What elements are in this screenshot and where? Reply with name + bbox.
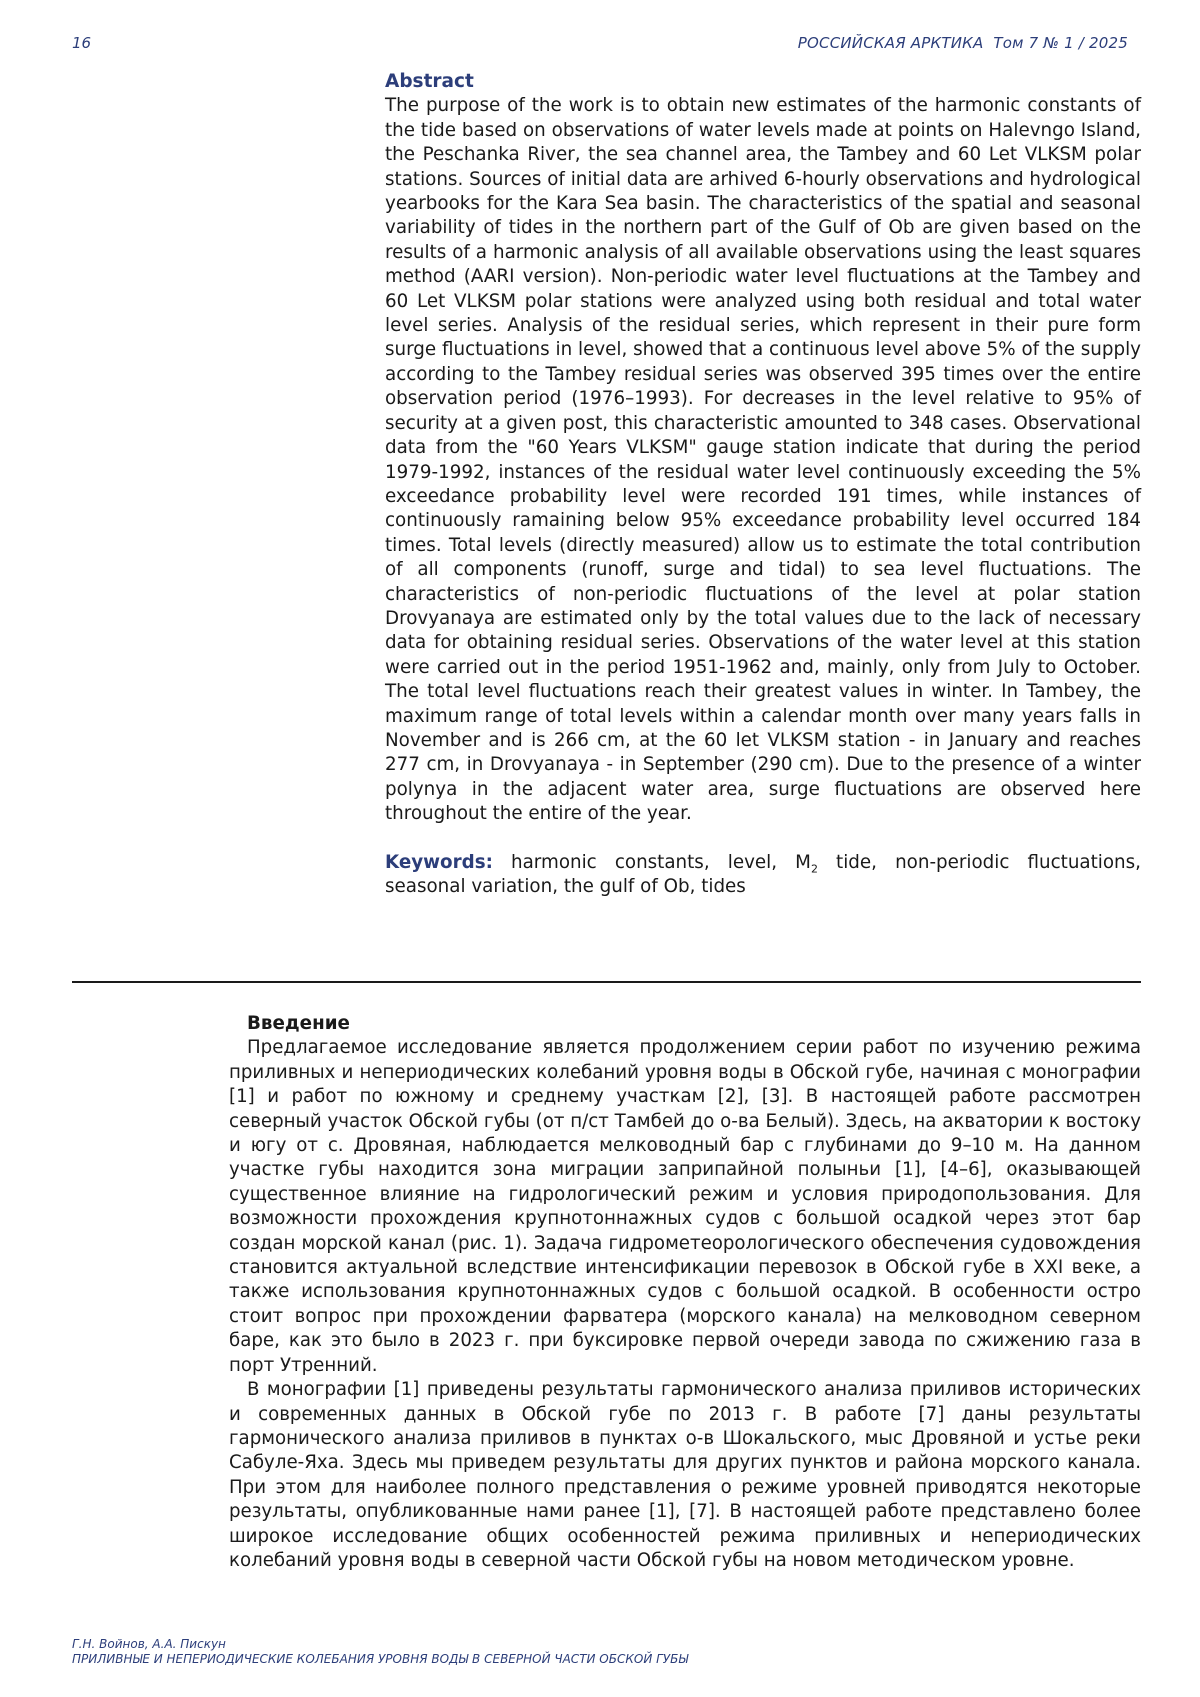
keywords-label: Keywords: — [385, 851, 493, 873]
page-number: 16 — [72, 34, 92, 52]
keywords-text-end: tide, non-periodic fluctuations, seasonal variation, the gulf of Ob, tides — [385, 851, 1147, 897]
footer-authors: Г.Н. Войнов, А.А. Пискун — [72, 1637, 226, 1651]
journal-title: РОССИЙСКАЯ АРКТИКА Том 7 № 1 / 2025 — [797, 34, 1128, 52]
introduction-paragraph-1: Предлагаемое исследование является продолжением серии работ по изучению режима приливных и непериодических колебаний уровня воды в Обской губе, начиная с монографии [1] и работ по южному и среднему участкам [2], [3]. В настоящей работе рассмотрен северный участок Обской губы (от п/ст Тамбей до о-ва Белый). Здесь, на акватории к востоку и югу от с. Дровяная, наблюдается мелководный бар с глубинами до 9–10 м. На данном участке губы находится зона миграции заприпайной полыньи [1], [4–6], оказывающей существенное влияние на гидрологический режим и условия природопользования. Для возможности прохождения крупнотоннажных судов с большой осадкой через этот бар создан морской канал (рис. 1). Задача гидрометеорологического обеспечения судовождения становится актуальной вследствие интенсификации перевозок в Обской губе в XXI веке, а также использования крупнотоннажных судов с большой осадкой. В особенности остро стоит вопрос при прохождении фарватера (морского канала) на мелководном северном баре, как это было в 2023 г. при буксировке первой очереди завода по сжижению газа в порт Утренний. — [229, 1037, 1141, 1376]
keywords-subscript: 2 — [810, 862, 818, 876]
abstract-heading: Abstract — [385, 71, 474, 92]
footer-article-title: ПРИЛИВНЫЕ И НЕПЕРИОДИЧЕСКИЕ КОЛЕБАНИЯ УРОВНЯ ВОДЫ В СЕВЕРНОЙ ЧАСТИ ОБСКОЙ ГУБЫ — [72, 1652, 689, 1666]
introduction-section — [229, 1012, 1141, 1573]
keywords — [385, 851, 1147, 900]
abstract-section — [385, 70, 1147, 899]
section-divider — [72, 981, 1141, 983]
page-footer — [72, 1637, 688, 1667]
running-header — [72, 34, 1128, 58]
abstract-body: The purpose of the work is to obtain new estimates of the harmonic constants of the tide based on observations of water levels made at points on Halevngo Island, the Peschanka River, the sea channel area, the Tambey and 60 Let VLKSM polar stations. Sources of initial data are arhived 6-hourly observations and hydrological yearbooks for the Kara Sea basin. The characteristics of the spatial and seasonal variability of tides in the northern part of the Gulf of Ob are given based on the results of a harmonic analysis of all available observations using the least squares method (AARI version). Non-periodic water level fluctuations at the Tambey and 60 Let VLKSM polar stations were analyzed using both residual and total water level series. Analysis of the residual series, which represent in their pure form surge fluctuations in level, showed that a continuous level above 5% of the supply according to the Tambey residual series was observed 395 times over the entire observation period (1976–1993). For decreases in the level relative to 95% of security at a given post, this characteristic amounted to 348 cases. Observational data from the "60 Years VLKSM" gauge station indicate that during the period 1979-1992, instances of the residual water level continuously exceeding the 5% exceedance probability level were recorded 191 times, while instances of continuously ramaining below 95% exceedance probability level occurred 184 times. Total levels (directly measured) allow us to estimate the total contribution of all components (runoff, surge and tidal) to sea level fluctuations. The characteristics of non-periodic fluctuations of the level at polar station Drovyanaya are estimated only by the total values due to the lack of necessary data for obtaining residual series. Observations of the water level at this station were carried out in the period 1951-1962 and, mainly, only from July to October. The total level fluctuations reach their greatest values in winter. In Tambey, the maximum range of total levels within a calendar month over many years falls in November and is 266 cm, at the 60 let VLKSM station - in January and reaches 277 cm, in Drovyanaya - in September (290 cm). Due to the presence of a winter polynya in the adjacent water area, surge fluctuations are observed here throughout the entire of the year. — [385, 95, 1141, 825]
introduction-paragraph-2: В монографии [1] приведены результаты гармонического анализа приливов исторических и современных данных в Обской губе по 2013 г. В работе [7] даны результаты гармонического анализа приливов в пунктах о-в Шокальского, мыс Дровяной и устье реки Сабуле-Яха. Здесь мы приведем результаты для других пунктов и района морского канала. При этом для наиболее полного представления о режиме уровней приводятся некоторые результаты, опубликованные нами ранее [1], [7]. В настоящей работе представлено более широкое исследование общих особенностей режима приливных и непериодических колебаний уровня воды в северной части Обской губы на новом методическом уровне. — [229, 1379, 1141, 1571]
keywords-text-start: harmonic constants, level, M — [492, 851, 811, 873]
introduction-heading: Введение — [247, 1013, 350, 1034]
